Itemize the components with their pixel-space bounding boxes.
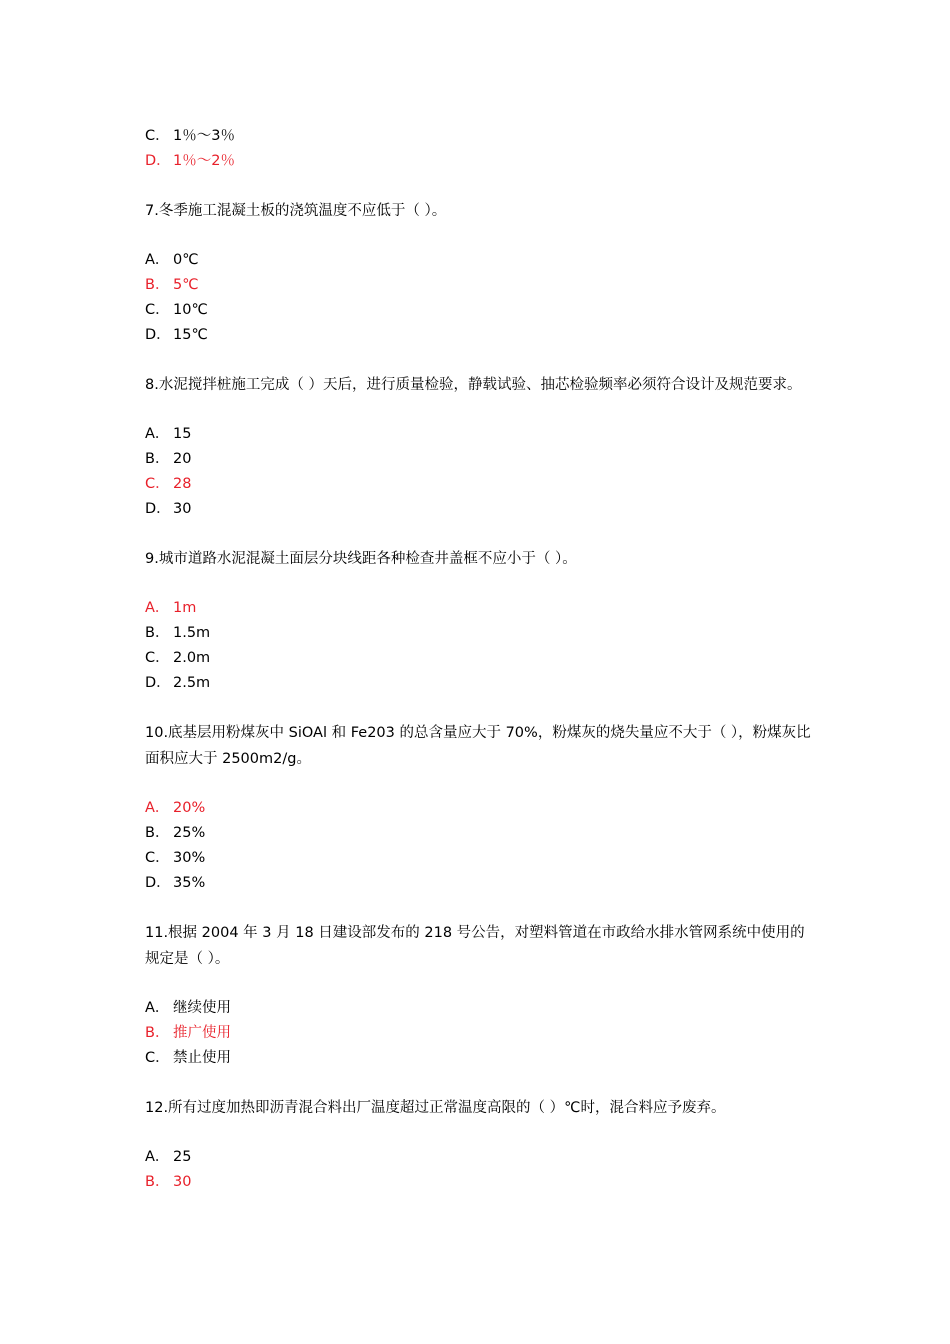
prev-question-options [145, 124, 815, 174]
document-page [145, 124, 815, 1195]
option-c: C． 禁止使用 [145, 1050, 231, 1066]
option-c: C． 1％～3％ [145, 128, 235, 144]
option-c: C． 30% [145, 850, 206, 866]
option-d: D． 2.5m [145, 675, 211, 691]
question-stem: 11.根据 2004 年 3 月 18 日建设部发布的 218 号公告，对塑料管道在市政给水排水管网系统中使用的规定是（ ）。 [145, 925, 805, 967]
option-b: B． 25% [145, 825, 206, 841]
option-b-correct: B． 5℃ [145, 277, 199, 293]
option-d: D． 35% [145, 875, 206, 891]
question-7 [145, 198, 815, 348]
option-a: A． 继续使用 [145, 1000, 231, 1016]
question-stem: 9.城市道路水泥混凝土面层分块线距各种检查井盖框不应小于（ ）。 [145, 551, 577, 567]
option-d: D． 15℃ [145, 327, 208, 343]
option-a-correct: A． 20% [145, 800, 206, 816]
question-9 [145, 546, 815, 696]
option-d: D． 30 [145, 501, 192, 517]
option-b-correct: B． 30 [145, 1174, 192, 1190]
option-b-correct: B． 推广使用 [145, 1025, 231, 1041]
question-11 [145, 920, 815, 1071]
question-10 [145, 720, 815, 896]
question-stem: 7.冬季施工混凝土板的浇筑温度不应低于（ ）。 [145, 203, 447, 219]
option-b: B． 20 [145, 451, 192, 467]
option-a: A． 0℃ [145, 252, 199, 268]
option-c: C． 2.0m [145, 650, 211, 666]
question-stem: 10.底基层用粉煤灰中 SiOAl 和 Fe203 的总含量应大于 70%，粉煤灰的烧失量应不大于（ ），粉煤灰比面积应大于 2500m2/g。 [145, 725, 811, 767]
question-stem: 8.水泥搅拌桩施工完成（ ）天后，进行质量检验，静载试验、抽芯检验频率必须符合设计及规范要求。 [145, 377, 802, 393]
question-stem: 12.所有过度加热即沥青混合料出厂温度超过正常温度高限的（ ）℃时，混合料应予废弃。 [145, 1100, 726, 1116]
option-c: C． 10℃ [145, 302, 208, 318]
option-c-correct: C． 28 [145, 476, 192, 492]
option-b: B． 1.5m [145, 625, 211, 641]
option-a: A． 25 [145, 1149, 192, 1165]
option-a: A． 15 [145, 426, 192, 442]
option-d-correct: D． 1％～2％ [145, 153, 235, 169]
option-a-correct: A． 1m [145, 600, 197, 616]
question-8 [145, 372, 815, 522]
question-12 [145, 1095, 815, 1195]
